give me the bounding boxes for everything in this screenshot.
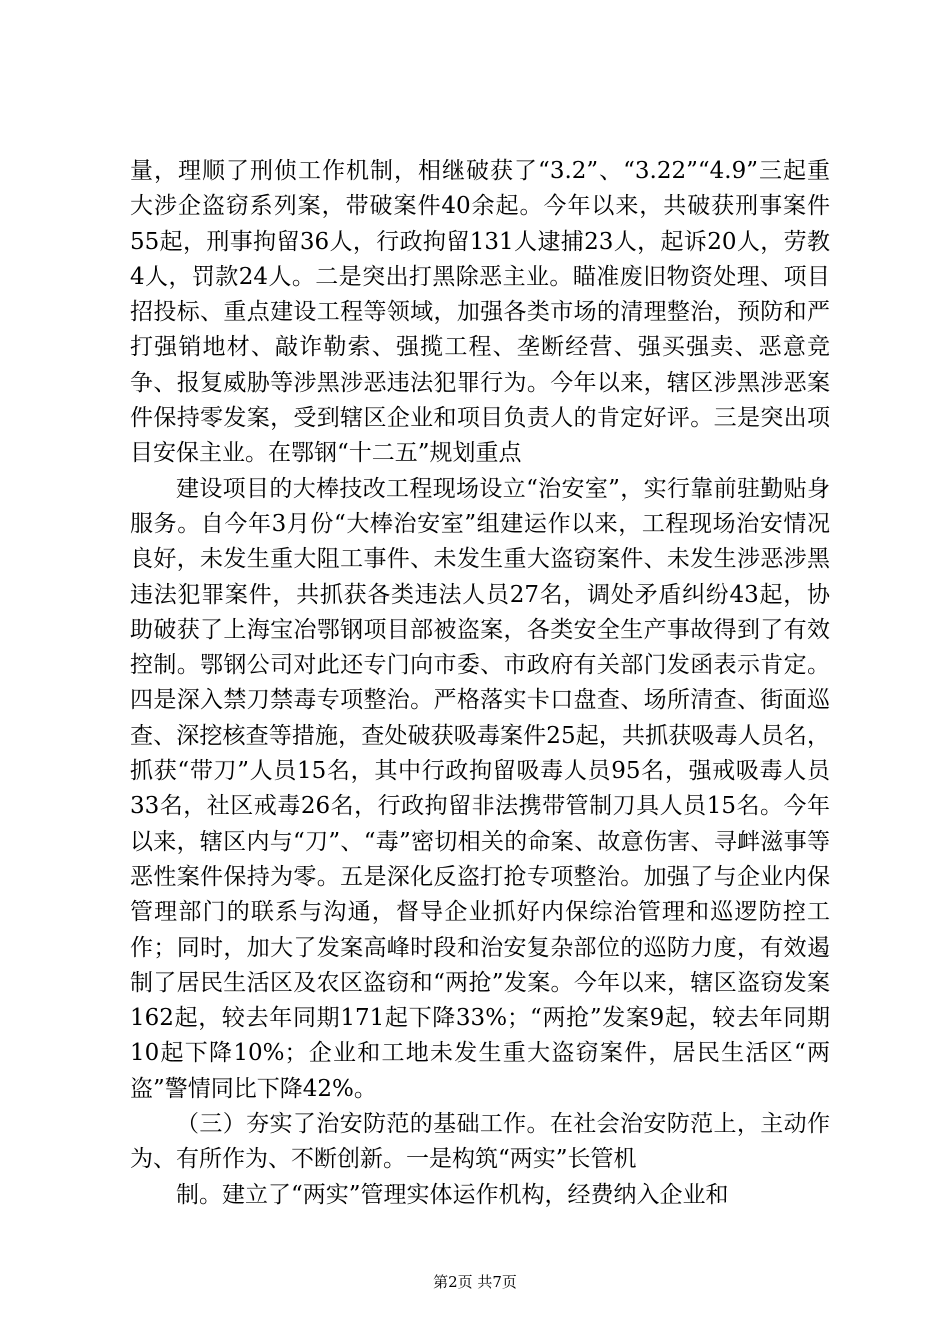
paragraph-3: （三）夯实了治安防范的基础工作。在社会治安防范上，主动作为、有所作为、不断创新。一是构筑“两实”长管机 [130, 1111, 830, 1173]
paragraph-2: 建设项目的大棒技改工程现场设立“治安室”，实行靠前驻勤贴身服务。自今年3月份“大棒治安室”组建运作以来，工程现场治安情况良好，未发生重大阻工事件、未发生重大盗窃案件、未发生涉恶涉黑违法犯罪案件，共抓获各类违法人员27名，调处矛盾纠纷43起，协助破获了上海宝冶鄂钢项目部被盗案，各类安全生产事故得到了有效控制。鄂钢公司对此还专门向市委、市政府有关部门发函表示肯定。四是深入禁刀禁毒专项整治。严格落实卡口盘查、场所清查、街面巡查、深挖核查等措施，查处破获吸毒案件25起，共抓获吸毒人员名，抓获“带刀”人员15名，其中行政拘留吸毒人员95名，强戒吸毒人员33名，社区戒毒26名，行政拘留非法携带管制刀具人员15名。今年以来，辖区内与“刀”、“毒”密切相关的命案、故意伤害、寻衅滋事等恶性案件保持为零。五是深化反盗打抢专项整治。加强了与企业内保管理部门的联系与沟通，督导企业抓好内保综治管理和巡逻防控工作；同时，加大了发案高峰时段和治安复杂部位的巡防力度，有效遏制了居民生活区及农区盗窃和“两抢”发案。今年以来，辖区盗窃发案162起，较去年同期171起下降33%；“两抢”发案9起，较去年同期10起下降10%；企业和工地未发生重大盗窃案件，居民生活区“两盗”警情同比下降42%。 [130, 475, 830, 1102]
paragraph-4: 制。建立了“两实”管理实体运作机构，经费纳入企业和 [176, 1181, 729, 1208]
paragraph-1: 量，理顺了刑侦工作机制，相继破获了“3.2”、“3.22”“4.9”三起重大涉企盗窃系列案，带破案件40余起。今年以来，共破获刑事案件55起，刑事拘留36人，行政拘留131人逮捕23人，起诉20人，劳教4人，罚款24人。二是突出打黑除恶主业。瞄准废旧物资处理、项目招投标、重点建设工程等领域，加强各类市场的清理整治，预防和严打强销地材、敲诈勒索、强揽工程、垄断经营、强买强卖、恶意竞争、报复威胁等涉黑涉恶违法犯罪行为。今年以来，辖区涉黑涉恶案件保持零发案，受到辖区企业和项目负责人的肯定好评。三是突出项目安保主业。在鄂钢“十二五”规划重点 [130, 158, 830, 467]
page-number-footer: 第2页 共7页 [433, 1273, 517, 1291]
document-body [130, 154, 830, 1213]
